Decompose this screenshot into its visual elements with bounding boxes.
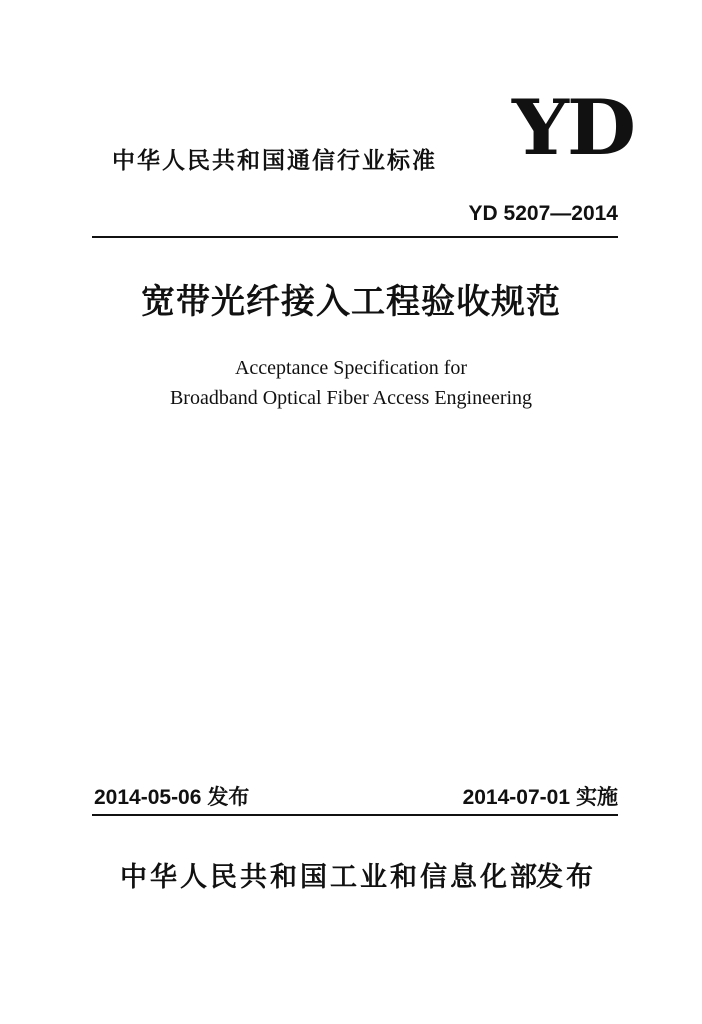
implementation-date: 2014-07-01 <box>462 786 570 809</box>
publisher: 中华人民共和国工业和信息化部 <box>120 862 540 893</box>
bottom-divider <box>92 814 618 816</box>
issue-date: 2014-05-06 <box>94 786 202 809</box>
issue-label: 发布 <box>207 786 250 809</box>
title-chinese: 宽带光纤接入工程验收规范 <box>141 282 561 322</box>
publisher-action: 发布 <box>536 862 596 893</box>
top-divider <box>92 236 618 238</box>
title-english-line1: Acceptance Specification for <box>234 357 468 379</box>
issue-date-block <box>94 784 249 812</box>
standard-category: 中华人民共和国通信行业标准 <box>112 148 437 174</box>
title-english-line2: Broadband Optical Fiber Access Engineering <box>169 387 533 409</box>
standard-number: YD 5207—2014 <box>468 202 618 225</box>
implementation-date-block <box>463 784 618 812</box>
implementation-label: 实施 <box>576 786 618 809</box>
yd-logo: YD <box>512 83 634 172</box>
